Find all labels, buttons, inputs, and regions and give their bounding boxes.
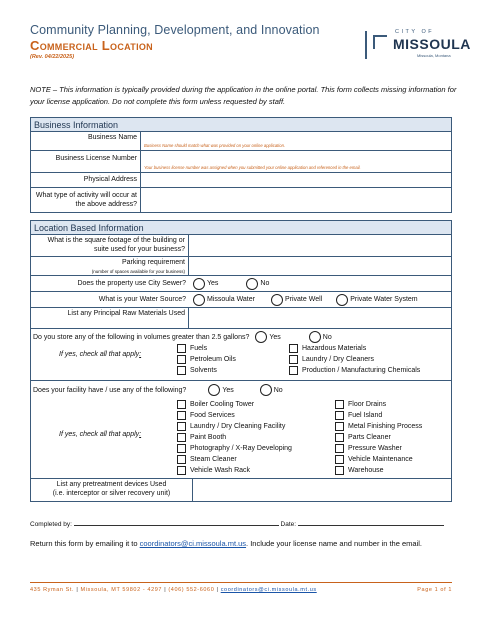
- water-system-option[interactable]: [332, 294, 417, 306]
- facility-floor-drains-label: Floor Drains: [348, 401, 387, 408]
- facility-item-fuel-island[interactable]: [335, 410, 422, 421]
- logo-name-text: MISSOULA: [393, 36, 471, 52]
- page-footer: [30, 582, 452, 593]
- business-information-section: [30, 117, 452, 213]
- storage-petroleum-checkbox[interactable]: [177, 355, 186, 364]
- facility-item-parts[interactable]: [335, 432, 422, 443]
- footer-page-number: Page 1 of 1: [417, 587, 452, 593]
- parking-field[interactable]: [189, 257, 451, 275]
- sewer-no-option[interactable]: [242, 278, 269, 290]
- logo-bar: [365, 31, 367, 59]
- facility-no-radio[interactable]: [260, 384, 272, 396]
- facility-item-steam[interactable]: [177, 454, 292, 465]
- sewer-no-label: No: [260, 280, 270, 287]
- completed-by-label: Completed by:: [30, 521, 72, 528]
- storage-question-row: [33, 331, 332, 343]
- facility-wash-label: Vehicle Wash Rack: [190, 467, 251, 474]
- storage-hazardous-checkbox[interactable]: [289, 344, 298, 353]
- water-well-radio[interactable]: [271, 294, 283, 306]
- storage-right-list: [289, 343, 420, 376]
- facility-parts-checkbox[interactable]: [335, 433, 344, 442]
- pretreatment-row: [31, 479, 451, 501]
- facility-metal-checkbox[interactable]: [335, 422, 344, 431]
- water-well-label: Private Well: [284, 296, 323, 303]
- sewer-yes-radio[interactable]: [193, 278, 205, 290]
- business-name-field[interactable]: [141, 132, 451, 150]
- footer-separator-3: |: [216, 587, 221, 593]
- water-missoula-option[interactable]: [189, 294, 255, 306]
- storage-chemicals-label: Production / Manufacturing Chemicals: [302, 367, 421, 374]
- storage-solvents-label: Solvents: [190, 367, 217, 374]
- return-email-link[interactable]: coordinators@ci.missoula.mt.us: [139, 539, 247, 548]
- facility-fuel-island-checkbox[interactable]: [335, 411, 344, 420]
- facility-item-food[interactable]: [177, 410, 292, 421]
- water-missoula-label: Missoula Water: [207, 296, 255, 303]
- storage-no-label: No: [322, 333, 332, 341]
- facility-item-vehicle-maint[interactable]: [335, 454, 422, 465]
- facility-photography-checkbox[interactable]: [177, 444, 186, 453]
- facility-item-pressure[interactable]: [335, 443, 422, 454]
- facility-warehouse-checkbox[interactable]: [335, 466, 344, 475]
- storage-item-fuels[interactable]: [177, 343, 236, 354]
- facility-question-row: [33, 384, 283, 396]
- facility-if-yes-colon: :: [139, 431, 142, 438]
- facility-yes-option[interactable]: [204, 384, 233, 396]
- logo-city-text: CITY OF: [395, 29, 435, 35]
- facility-wash-checkbox[interactable]: [177, 466, 186, 475]
- storage-if-yes-label: [59, 351, 141, 358]
- raw-materials-row: [31, 308, 451, 329]
- facility-warehouse-label: Warehouse: [348, 467, 384, 474]
- business-license-field[interactable]: [141, 151, 451, 172]
- business-license-row: [31, 151, 451, 173]
- sewer-no-radio[interactable]: [246, 278, 258, 290]
- storage-no-radio[interactable]: [309, 331, 321, 343]
- storage-left-list: [177, 343, 236, 376]
- facility-item-boiler[interactable]: [177, 399, 292, 410]
- storage-item-petroleum[interactable]: [177, 354, 236, 365]
- city-sewer-row: [31, 276, 451, 292]
- facility-vehicle-maint-checkbox[interactable]: [335, 455, 344, 464]
- square-footage-field[interactable]: [189, 235, 451, 256]
- facility-item-paint[interactable]: [177, 432, 292, 443]
- facility-photography-label: Photography / X-Ray Developing: [190, 445, 292, 452]
- pretreatment-label-group: [31, 479, 193, 501]
- parking-row: [31, 257, 451, 276]
- business-information-heading: Business Information: [31, 118, 451, 132]
- water-missoula-radio[interactable]: [193, 294, 205, 306]
- business-name-label: Business Name: [31, 132, 141, 150]
- pretreatment-label: List any pretreatment devices Used: [56, 481, 167, 488]
- location-information-heading: Location Based Information: [31, 221, 451, 235]
- parking-label: Parking requirement: [121, 259, 185, 266]
- storage-petroleum-label: Petroleum Oils: [190, 356, 236, 363]
- location-information-section: [30, 220, 452, 502]
- city-sewer-options: [189, 276, 451, 291]
- activity-field[interactable]: [141, 188, 451, 212]
- facility-steam-label: Steam Cleaner: [190, 456, 237, 463]
- raw-materials-label: List any Principal Raw Materials Used: [31, 308, 189, 328]
- facility-paint-checkbox[interactable]: [177, 433, 186, 442]
- facility-if-yes-label: [59, 431, 141, 438]
- footer-contact: [30, 587, 317, 593]
- footer-address: 435 Ryman St.: [30, 587, 75, 593]
- storage-no-option[interactable]: [305, 331, 332, 343]
- facility-no-label: No: [273, 386, 283, 394]
- storage-yes-radio[interactable]: [255, 331, 267, 343]
- facility-question: Does your facility have / use any of the following?: [33, 386, 187, 394]
- storage-yes-option[interactable]: [251, 331, 280, 343]
- sewer-yes-option[interactable]: [189, 278, 218, 290]
- completed-by-row: [30, 521, 450, 528]
- facility-item-photography[interactable]: [177, 443, 292, 454]
- activity-label: What type of activity will occur at the above address?: [31, 188, 141, 212]
- facility-item-laundry[interactable]: [177, 421, 292, 432]
- revision-date: (Rev. 04/22/2025): [30, 54, 75, 60]
- business-name-row: [31, 132, 451, 151]
- return-suffix: . Include your license name and number in the email.: [246, 539, 422, 548]
- physical-address-field[interactable]: [141, 173, 451, 187]
- facility-fuel-island-label: Fuel Island: [348, 412, 383, 419]
- facility-item-warehouse[interactable]: [335, 465, 422, 476]
- city-sewer-label: Does the property use City Sewer?: [77, 280, 186, 287]
- form-title: Commercial Location: [30, 38, 153, 53]
- water-system-label: Private Water System: [350, 296, 418, 303]
- water-well-option[interactable]: [267, 294, 322, 306]
- facility-parts-label: Parts Cleaner: [348, 434, 391, 441]
- water-source-row: [31, 292, 451, 308]
- form-header: [30, 23, 471, 71]
- facility-food-checkbox[interactable]: [177, 411, 186, 420]
- facility-right-list: [335, 399, 422, 476]
- facility-vehicle-maint-label: Vehicle Maintenance: [348, 456, 413, 463]
- footer-city: Missoula, MT 59802 - 4297: [80, 587, 163, 593]
- square-footage-row: [31, 235, 451, 257]
- water-system-radio[interactable]: [336, 294, 348, 306]
- sewer-yes-label: Yes: [207, 280, 219, 287]
- storage-question: Do you store any of the following in volumes greater than 2.5 gallons?: [33, 333, 250, 341]
- storage-hazardous-label: Hazardous Materials: [302, 345, 367, 352]
- facility-laundry-checkbox[interactable]: [177, 422, 186, 431]
- city-logo: [365, 29, 471, 63]
- storage-block: [31, 329, 451, 381]
- physical-address-row: [31, 173, 451, 188]
- date-field[interactable]: [298, 525, 444, 526]
- physical-address-label: Physical Address: [31, 173, 141, 187]
- business-license-label: Business License Number: [31, 151, 141, 172]
- footer-phone: (406) 552-6060: [168, 587, 215, 593]
- water-source-options: [189, 292, 451, 307]
- logo-mark-icon: [373, 35, 387, 49]
- facility-floor-drains-checkbox[interactable]: [335, 400, 344, 409]
- parking-label-group: [31, 257, 189, 275]
- facility-left-list: [177, 399, 292, 476]
- form-note: NOTE – This information is typically provided during the application in the online portal. This form collects missing information for your license application. Do not complete this form unless requested by staff.: [30, 85, 457, 106]
- activity-row: [31, 188, 451, 212]
- facility-yes-label: Yes: [222, 386, 234, 394]
- completed-by-field[interactable]: [74, 525, 279, 526]
- raw-materials-field[interactable]: [189, 308, 451, 328]
- facility-item-floor-drains[interactable]: [335, 399, 422, 410]
- storage-laundry-label: Laundry / Dry Cleaners: [302, 356, 374, 363]
- storage-item-solvents[interactable]: [177, 365, 236, 376]
- facility-pressure-label: Pressure Washer: [348, 445, 402, 452]
- facility-food-label: Food Services: [190, 412, 235, 419]
- water-source-label: What is your Water Source?: [98, 296, 186, 303]
- footer-separator-2: |: [164, 587, 169, 593]
- square-footage-label: What is the square footage of the building or suite used for your business?: [31, 235, 189, 256]
- parking-sublabel: (number of spaces available for your business): [91, 269, 185, 274]
- storage-if-yes-text: If yes, check all that apply: [59, 351, 140, 358]
- facility-yes-radio[interactable]: [208, 384, 220, 396]
- footer-email-link[interactable]: coordinators@ci.missoula.mt.us: [220, 587, 317, 593]
- return-prefix: Return this form by emailing it to: [30, 539, 140, 548]
- storage-item-chemicals[interactable]: [289, 365, 420, 376]
- storage-yes-label: Yes: [269, 333, 281, 341]
- facility-pressure-checkbox[interactable]: [335, 444, 344, 453]
- pretreatment-field[interactable]: [193, 479, 451, 501]
- storage-solvents-checkbox[interactable]: [177, 366, 186, 375]
- department-name: Community Planning, Development, and Innovation: [30, 23, 320, 37]
- business-license-hint: Your business license number was assigned when you submitted your online application and referenced in the email.: [144, 165, 361, 170]
- facility-metal-label: Metal Finishing Process: [348, 423, 423, 430]
- storage-laundry-checkbox[interactable]: [289, 355, 298, 364]
- storage-fuels-label: Fuels: [190, 345, 208, 352]
- storage-item-hazardous[interactable]: [289, 343, 420, 354]
- facility-block: [31, 381, 451, 479]
- facility-item-wash[interactable]: [177, 465, 292, 476]
- date-label: Date:: [280, 521, 297, 528]
- storage-chemicals-checkbox[interactable]: [289, 366, 298, 375]
- facility-if-yes-text: If yes, check all that apply: [59, 431, 140, 438]
- facility-laundry-label: Laundry / Dry Cleaning Facility: [190, 423, 286, 430]
- footer-separator-1: |: [76, 587, 81, 593]
- facility-paint-label: Paint Booth: [190, 434, 227, 441]
- business-name-hint: Business Name should match what was provided on your online application.: [144, 143, 286, 148]
- facility-no-option[interactable]: [256, 384, 283, 396]
- facility-steam-checkbox[interactable]: [177, 455, 186, 464]
- storage-item-laundry[interactable]: [289, 354, 420, 365]
- storage-fuels-checkbox[interactable]: [177, 344, 186, 353]
- return-instructions: [30, 539, 460, 548]
- facility-item-metal[interactable]: [335, 421, 422, 432]
- storage-if-yes-colon: :: [139, 351, 142, 358]
- facility-boiler-checkbox[interactable]: [177, 400, 186, 409]
- facility-boiler-label: Boiler Cooling Tower: [190, 401, 255, 408]
- logo-state-text: Missoula, Montana: [417, 53, 451, 58]
- pretreatment-sublabel: (i.e. interceptor or silver recovery unit): [52, 490, 171, 497]
